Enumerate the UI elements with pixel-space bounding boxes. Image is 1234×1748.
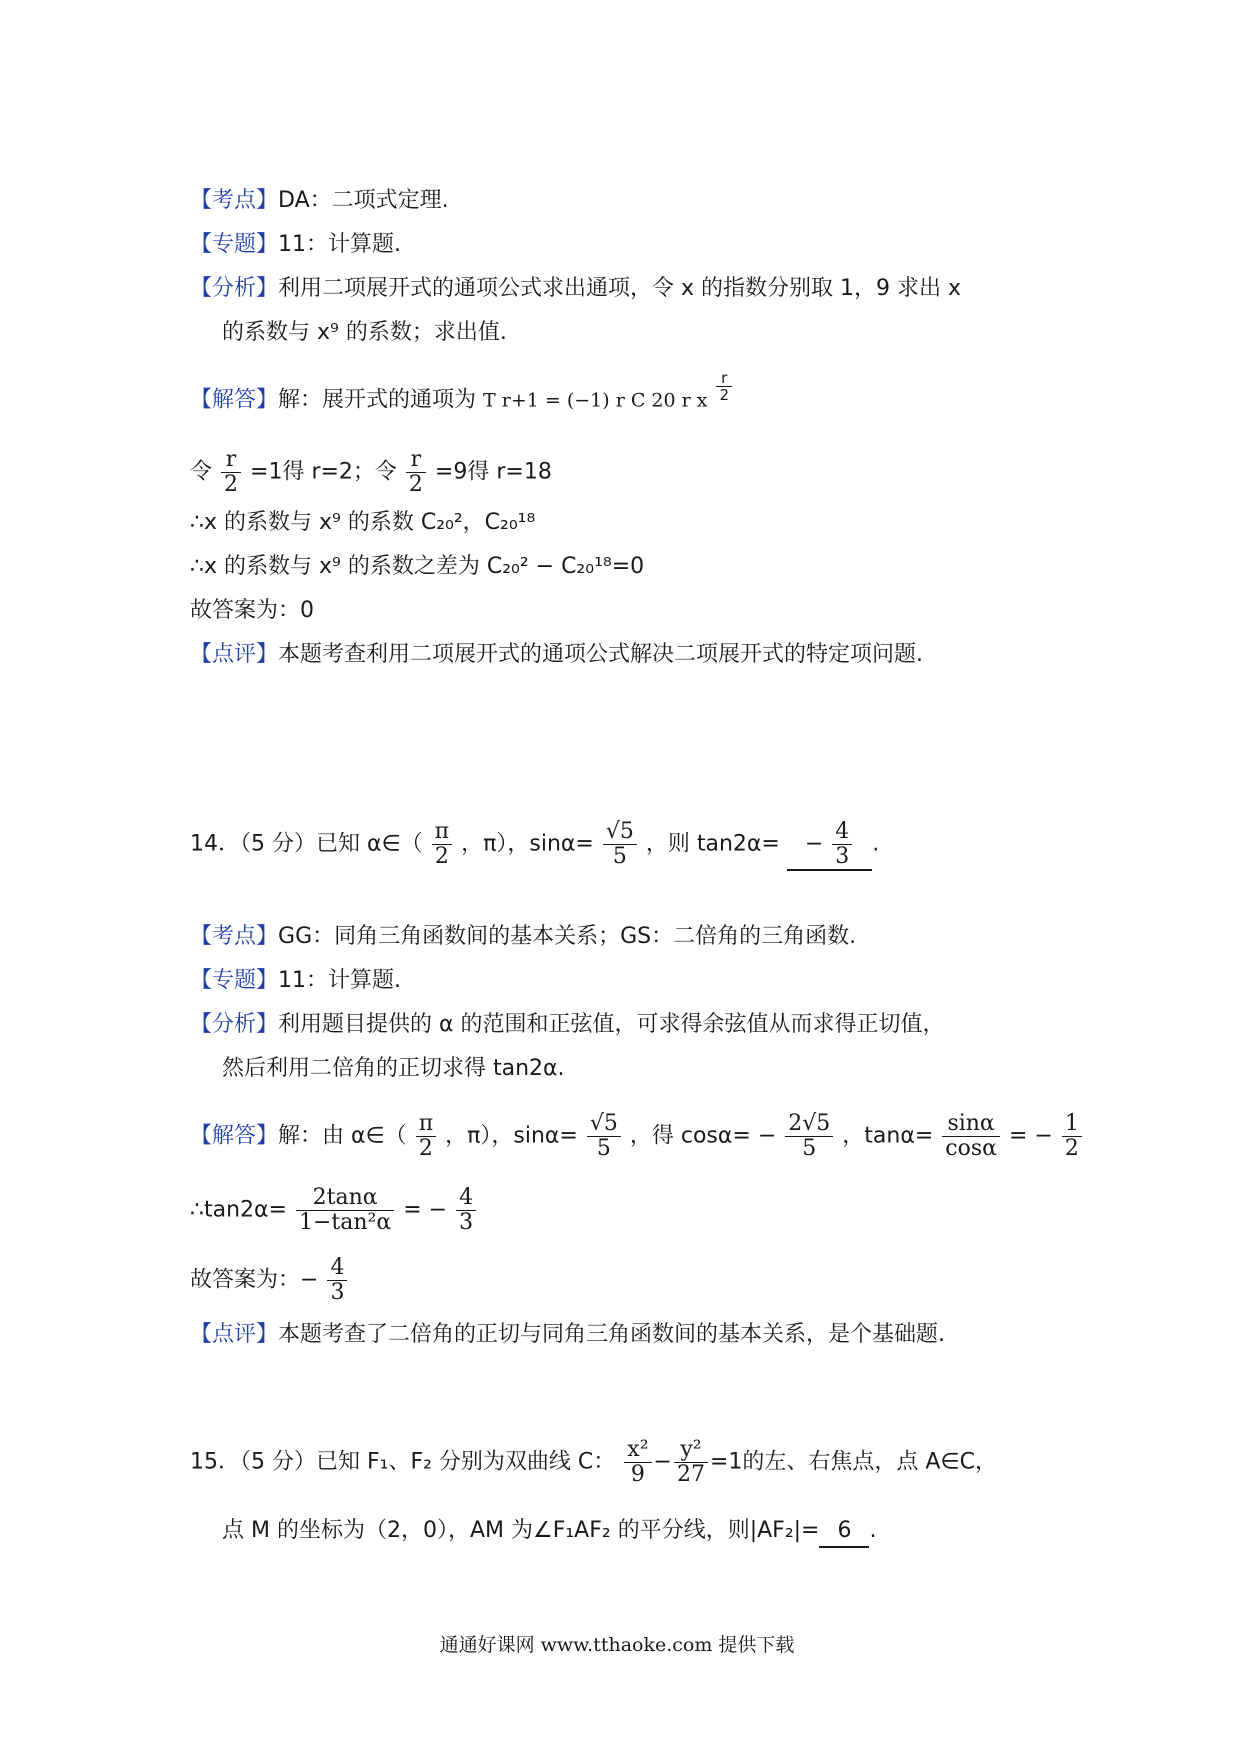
- general-term-formula: T r+1 = (−1) r C 20 r x: [483, 389, 708, 412]
- q13-jieda: 【解答】解：展开式的通项为 T r+1 = (−1) r C 20 r x $\frac{r}{2}$: [190, 384, 734, 417]
- fraction-2sqrt5-over-5: $\frac{2√5}{5}$: [785, 1112, 833, 1161]
- fraction-pi-over-2: $\frac{\pi}{2}$: [416, 1112, 436, 1161]
- q13-line3: ∴x 的系数与 x⁹ 的系数 C₂₀²，C₂₀¹⁸: [190, 510, 536, 535]
- tag-kaodian: 【考点】: [190, 188, 279, 213]
- q14-answer: 故答案为：− $\frac{4}{3}$: [190, 1256, 349, 1305]
- q13-answer: 故答案为：0: [190, 598, 314, 623]
- fraction-sin-over-cos: $\frac{\sin\alpha}{\cos\alpha}$: [942, 1112, 1000, 1161]
- tag-zhuanti: 【专题】: [190, 232, 279, 257]
- tag-dianping: 【点评】: [190, 642, 279, 667]
- fraction-sqrt5-over-5: $\frac{√5}{5}$: [603, 820, 637, 869]
- q14-fenxi-cont: 然后利用二倍角的正切求得 tan2α.: [222, 1056, 565, 1081]
- q14-kaodian: 【考点】GG：同角三角函数间的基本关系；GS：二倍角的三角函数.: [190, 924, 857, 949]
- fraction-1-over-2: $\frac{1}{2}$: [1062, 1112, 1082, 1161]
- q14-jieda: 【解答】解：由 α∈（ $\frac{\pi}{2}$ ，π），sinα= $\frac{√5}{5}$ ，得 cosα= − $\frac{2√5}{5}$ ，tanα= $\frac{\sin\alpha}{\cos\alpha}$ = − $\frac{1}{2}$: [190, 1112, 1084, 1161]
- fraction-double-angle-tan: $\frac{2\tan\alpha}{\text{1−tan²α}}$: [296, 1186, 394, 1235]
- q13-zhuanti: 【专题】11：计算题.: [190, 232, 402, 257]
- q15-line2: 点 M 的坐标为（2，0），AM 为∠F₁AF₂ 的平分线，则|AF₂|= 6 .: [222, 1516, 876, 1548]
- q14-dianping: 【点评】本题考查了二倍角的正切与同角三角函数间的基本关系，是个基础题.: [190, 1322, 946, 1347]
- fraction-4-over-3: $\frac{4}{3}$: [832, 820, 852, 869]
- fraction-4-over-3: $\frac{4}{3}$: [456, 1186, 476, 1235]
- tag-fenxi: 【分析】: [190, 276, 279, 301]
- exponent-r-over-2: $\frac{r}{2}$: [716, 370, 732, 403]
- q14-zhuanti: 【专题】11：计算题.: [190, 968, 402, 993]
- tag-jieda: 【解答】: [190, 387, 279, 413]
- fraction-pi-over-2: $\frac{\pi}{2}$: [432, 820, 452, 869]
- fraction-sqrt5-over-5: $\frac{√5}{5}$: [587, 1112, 621, 1161]
- q15-answer-blank: 6: [819, 1516, 869, 1548]
- q13-step1: 令 $\frac{r}{2}$ =1得 r=2；令 $\frac{r}{2}$ =9得 r=18: [190, 447, 552, 497]
- fraction-r-over-2: $\frac{r}{2}$: [221, 448, 241, 497]
- footer-source: 通通好课网 www.tthaoke.com 提供下载: [439, 1634, 795, 1656]
- q13-dianping: 【点评】本题考查利用二项展开式的通项公式解决二项展开式的特定项问题.: [190, 642, 924, 667]
- q15-stem: 15．（5 分）已知 F₁、F₂ 分别为双曲线 C： $\frac{\text{x²}}{9}$ − $\frac{\text{y²}}{27}$ =1的左、右焦点，点 A∈C，: [190, 1437, 997, 1487]
- q14-line2: ∴tan2α= $\frac{2\tan\alpha}{\text{1−tan²α}}$ = − $\frac{4}{3}$: [190, 1186, 478, 1235]
- q13-fenxi: 【分析】利用二项展开式的通项公式求出通项，令 x 的指数分别取 1，9 求出 x: [190, 276, 962, 301]
- fraction-x2-over-9: $\frac{\text{x²}}{9}$: [624, 1438, 651, 1487]
- fraction-y2-over-27: $\frac{\text{y²}}{27}$: [674, 1438, 708, 1487]
- q14-fenxi: 【分析】利用题目提供的 α 的范围和正弦值，可求得余弦值从而求得正切值，: [190, 1012, 945, 1037]
- fraction-4-over-3: $\frac{4}{3}$: [327, 1256, 347, 1305]
- q13-fenxi-cont: 的系数与 x⁹ 的系数；求出值.: [222, 320, 507, 345]
- fraction-r-over-2: $\frac{r}{2}$: [406, 448, 426, 497]
- q14-stem: 14．（5 分）已知 α∈（ $\frac{\pi}{2}$ ，π），sinα= $\frac{√5}{5}$ ，则 tan2α= − $\frac{4}{3}$ .: [190, 819, 880, 869]
- q13-kaodian: 【考点】DA：二项式定理.: [190, 188, 449, 213]
- q14-answer-blank: − $\frac{4}{3}$: [787, 820, 872, 871]
- q13-line4: ∴x 的系数与 x⁹ 的系数之差为 C₂₀² − C₂₀¹⁸=0: [190, 554, 645, 579]
